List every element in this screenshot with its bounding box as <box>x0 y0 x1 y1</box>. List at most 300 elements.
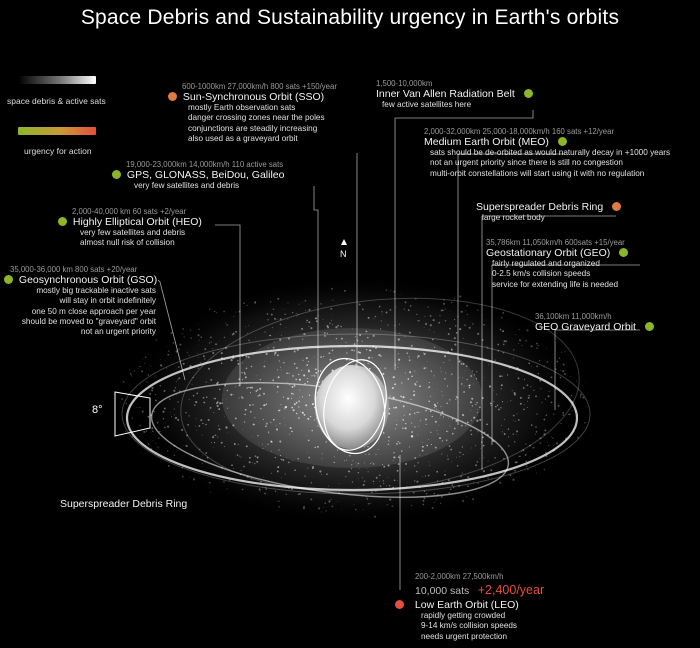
debris-particle <box>484 457 485 458</box>
debris-particle <box>376 477 378 479</box>
debris-particle <box>536 343 538 345</box>
debris-particle <box>524 379 525 380</box>
debris-particle <box>197 353 198 354</box>
debris-particle <box>546 348 547 349</box>
debris-particle <box>500 407 501 408</box>
debris-particle <box>237 454 239 456</box>
heo-urgency-dot <box>58 217 67 226</box>
debris-particle <box>525 454 527 456</box>
debris-particle <box>570 376 571 377</box>
debris-particle <box>572 410 573 411</box>
debris-particle <box>168 350 169 351</box>
debris-particle <box>252 436 253 437</box>
debris-particle <box>174 414 175 415</box>
debris-particle <box>296 313 297 314</box>
debris-particle <box>419 455 420 456</box>
debris-particle <box>276 428 278 430</box>
debris-particle <box>414 457 416 459</box>
debris-particle <box>383 483 384 484</box>
debris-particle <box>322 332 323 333</box>
debris-particle <box>428 386 430 388</box>
gso-urgency-dot <box>4 275 13 284</box>
debris-particle <box>444 378 445 379</box>
debris-particle <box>162 411 164 413</box>
debris-particle <box>449 360 450 361</box>
debris-particle <box>462 353 463 354</box>
debris-particle <box>416 471 417 472</box>
debris-particle <box>373 318 374 319</box>
heo-annotation <box>58 207 202 249</box>
debris-particle <box>512 390 513 391</box>
debris-particle <box>409 414 411 416</box>
debris-particle <box>459 452 460 453</box>
debris-particle <box>246 305 247 306</box>
debris-particle <box>317 446 319 448</box>
inclination-angle-label: 8° <box>92 404 103 416</box>
debris-particle <box>257 395 258 396</box>
ssring-line-1: large rocket body <box>482 213 545 222</box>
debris-particle <box>399 442 401 444</box>
debris-particle <box>477 333 479 335</box>
debris-particle <box>244 421 245 422</box>
debris-particle <box>164 407 166 409</box>
debris-particle <box>394 383 396 385</box>
debris-particle <box>308 439 310 441</box>
debris-particle <box>526 465 527 466</box>
debris-particle <box>531 345 533 347</box>
debris-particle <box>299 390 300 391</box>
debris-particle <box>222 400 223 401</box>
debris-particle <box>426 454 427 455</box>
debris-particle <box>277 354 279 356</box>
debris-particle <box>375 454 376 455</box>
debris-particle <box>442 440 443 441</box>
debris-particle <box>449 426 450 427</box>
debris-particle <box>281 459 283 461</box>
debris-particle <box>486 320 487 321</box>
debris-particle <box>198 425 200 427</box>
debris-particle <box>251 366 253 368</box>
debris-particle <box>121 398 123 400</box>
debris-particle <box>475 404 476 405</box>
debris-particle <box>417 462 418 463</box>
debris-particle <box>576 381 577 382</box>
debris-particle <box>465 310 466 311</box>
debris-particle <box>398 456 400 458</box>
debris-particle <box>475 445 476 446</box>
debris-particle <box>429 465 430 466</box>
debris-particle <box>432 416 433 417</box>
geo-annotation <box>486 238 628 290</box>
debris-particle <box>284 409 285 410</box>
debris-particle <box>388 440 389 441</box>
debris-particle <box>535 434 536 435</box>
debris-particle <box>315 307 316 308</box>
debris-particle <box>271 314 273 316</box>
debris-particle <box>174 408 175 409</box>
debris-particle <box>149 393 151 395</box>
debris-particle <box>252 404 253 405</box>
debris-particle <box>553 413 554 414</box>
debris-particle <box>560 370 561 371</box>
debris-particle <box>462 473 463 474</box>
debris-particle <box>299 379 301 381</box>
north-label: N <box>340 249 347 259</box>
debris-particle <box>475 464 477 466</box>
debris-particle <box>332 324 333 325</box>
debris-particle <box>335 326 337 328</box>
debris-particle <box>277 319 278 320</box>
debris-particle <box>146 430 147 431</box>
debris-density-legend-bar <box>18 76 96 84</box>
debris-particle <box>205 424 206 425</box>
debris-particle <box>263 477 264 478</box>
debris-particle <box>200 419 202 421</box>
debris-particle <box>439 437 441 439</box>
sso-line-2: danger crossing zones near the poles <box>188 113 325 123</box>
debris-particle <box>584 422 586 424</box>
debris-particle <box>374 367 375 368</box>
debris-particle <box>548 445 549 446</box>
debris-particle <box>393 452 394 453</box>
debris-particle <box>471 434 472 435</box>
debris-particle <box>264 493 266 495</box>
debris-particle <box>203 402 205 404</box>
debris-particle <box>561 423 562 424</box>
debris-particle <box>405 373 406 374</box>
debris-particle <box>287 398 289 400</box>
debris-particle <box>225 426 227 428</box>
debris-particle <box>472 323 473 324</box>
vanallen-urgency-dot <box>524 89 533 98</box>
debris-particle <box>409 446 410 447</box>
debris-particle <box>289 434 290 435</box>
debris-particle <box>299 493 301 495</box>
debris-particle <box>257 456 259 458</box>
debris-particle <box>424 316 425 317</box>
debris-particle <box>259 388 261 390</box>
debris-particle <box>405 301 407 303</box>
debris-particle <box>422 504 424 506</box>
debris-particle <box>489 385 491 387</box>
debris-particle <box>409 359 411 361</box>
debris-particle <box>447 455 448 456</box>
debris-particle <box>436 471 438 473</box>
debris-particle <box>315 317 317 319</box>
debris-particle <box>534 447 535 448</box>
graveyard-name: GEO Graveyard Orbit <box>535 321 636 333</box>
debris-particle <box>126 403 127 404</box>
debris-particle <box>459 456 460 457</box>
debris-particle <box>156 339 157 340</box>
debris-particle <box>401 450 403 452</box>
debris-particle <box>471 430 472 431</box>
debris-particle <box>422 442 423 443</box>
debris-particle <box>388 465 390 467</box>
debris-particle <box>276 425 277 426</box>
debris-particle <box>286 372 288 374</box>
debris-particle <box>275 457 276 458</box>
debris-particle <box>329 352 331 354</box>
debris-particle <box>337 450 338 451</box>
debris-particle <box>372 357 373 358</box>
debris-particle <box>446 431 447 432</box>
debris-particle <box>211 341 212 342</box>
vanallen-meta: 1,500-10,000km <box>376 79 433 88</box>
debris-particle <box>434 502 435 503</box>
debris-particle <box>215 343 217 345</box>
debris-particle <box>411 423 412 424</box>
debris-particle <box>151 427 153 429</box>
debris-particle <box>287 319 288 320</box>
debris-particle <box>531 424 533 426</box>
debris-particle <box>388 436 390 438</box>
ssring-annotation <box>476 201 621 223</box>
debris-particle <box>398 359 400 361</box>
debris-particle <box>527 401 528 402</box>
gso-line-4: should be moved to "graveyard" orbit <box>21 316 156 326</box>
debris-particle <box>151 387 153 389</box>
debris-particle <box>277 470 279 472</box>
debris-particle <box>380 485 381 486</box>
debris-particle <box>523 409 525 411</box>
debris-particle <box>433 319 435 321</box>
debris-particle <box>399 333 400 334</box>
debris-particle <box>368 357 370 359</box>
debris-particle <box>533 390 534 391</box>
debris-particle <box>217 382 219 384</box>
debris-particle <box>436 409 437 410</box>
debris-particle <box>438 322 440 324</box>
debris-particle <box>573 411 574 412</box>
debris-particle <box>373 483 374 484</box>
debris-particle <box>221 352 223 354</box>
debris-particle <box>344 290 346 292</box>
debris-particle <box>213 412 214 413</box>
debris-particle <box>501 376 502 377</box>
debris-particle <box>239 456 240 457</box>
gso-line-3: one 50 m close approach per year <box>31 306 156 316</box>
debris-particle <box>439 315 440 316</box>
debris-particle <box>525 443 526 444</box>
debris-particle <box>414 413 415 414</box>
debris-particle <box>279 501 280 502</box>
debris-particle <box>294 385 296 387</box>
debris-particle <box>219 389 221 391</box>
debris-particle <box>445 471 446 472</box>
debris-particle <box>329 322 330 323</box>
debris-particle <box>382 464 383 465</box>
geo-line-2: 0-2.5 km/s collision speeds <box>492 269 591 279</box>
debris-particle <box>346 460 347 461</box>
debris-particle <box>147 382 148 383</box>
debris-particle <box>227 390 228 391</box>
debris-particle <box>212 436 214 438</box>
debris-particle <box>256 461 258 463</box>
debris-particle <box>514 470 516 472</box>
debris-particle <box>331 506 333 508</box>
debris-particle <box>163 418 165 420</box>
debris-particle <box>521 345 522 346</box>
debris-particle <box>398 363 399 364</box>
debris-particle <box>571 395 573 397</box>
debris-particle <box>373 335 375 337</box>
debris-particle <box>476 378 477 379</box>
debris-particle <box>197 334 199 336</box>
debris-particle <box>536 413 537 414</box>
debris-particle <box>269 335 270 336</box>
debris-particle <box>450 449 452 451</box>
debris-particle <box>483 324 485 326</box>
debris-particle <box>354 504 355 505</box>
debris-particle <box>322 380 323 381</box>
debris-particle <box>434 347 435 348</box>
debris-particle <box>160 359 161 360</box>
debris-particle <box>400 396 402 398</box>
debris-particle <box>585 382 586 383</box>
debris-particle <box>339 483 340 484</box>
debris-particle <box>527 384 529 386</box>
debris-particle <box>142 411 144 413</box>
debris-particle <box>434 375 435 376</box>
debris-particle <box>558 403 559 404</box>
debris-particle <box>477 412 478 413</box>
debris-particle <box>174 455 175 456</box>
debris-particle <box>410 305 412 307</box>
debris-particle <box>479 458 480 459</box>
debris-particle <box>296 413 297 414</box>
debris-particle <box>535 395 537 397</box>
debris-particle <box>271 451 272 452</box>
debris-particle <box>125 431 126 432</box>
debris-particle <box>311 482 312 483</box>
debris-particle <box>184 336 185 337</box>
debris-particle <box>479 382 480 383</box>
debris-particle <box>344 460 345 461</box>
graveyard-meta: 36,100km 11,000km/h <box>535 312 612 321</box>
debris-particle <box>254 302 256 304</box>
debris-particle <box>546 414 548 416</box>
debris-particle <box>345 476 346 477</box>
debris-particle <box>402 419 404 421</box>
debris-particle <box>189 415 190 416</box>
debris-particle <box>379 307 380 308</box>
debris-particle <box>200 362 201 363</box>
debris-particle <box>462 363 464 365</box>
debris-particle <box>380 355 382 357</box>
debris-particle <box>424 327 425 328</box>
debris-particle <box>413 394 415 396</box>
debris-particle <box>315 368 317 370</box>
debris-particle <box>270 422 271 423</box>
debris-particle <box>418 320 420 322</box>
debris-particle <box>516 434 517 435</box>
debris-particle <box>528 395 529 396</box>
debris-particle <box>277 369 278 370</box>
debris-particle <box>314 375 315 376</box>
debris-particle <box>418 435 419 436</box>
debris-particle <box>318 507 320 509</box>
debris-particle <box>517 413 518 414</box>
sso-line-1: mostly Earth observation sats <box>188 103 296 112</box>
debris-particle <box>332 300 333 301</box>
debris-particle <box>235 386 236 387</box>
debris-particle <box>302 302 303 303</box>
debris-particle <box>428 475 430 477</box>
debris-particle <box>242 489 244 491</box>
debris-particle <box>416 381 417 382</box>
debris-particle <box>349 455 350 456</box>
debris-particle <box>273 419 275 421</box>
debris-particle <box>221 402 223 404</box>
debris-particle <box>210 337 212 339</box>
debris-particle <box>305 310 306 311</box>
debris-particle <box>490 469 492 471</box>
debris-particle <box>551 436 552 437</box>
debris-particle <box>314 447 316 449</box>
debris-particle <box>321 511 322 512</box>
debris-particle <box>469 327 471 329</box>
debris-particle <box>451 302 452 303</box>
debris-particle <box>272 327 273 328</box>
debris-particle <box>379 306 381 308</box>
debris-particle <box>556 360 558 362</box>
debris-particle <box>356 462 357 463</box>
debris-particle <box>445 372 446 373</box>
debris-particle <box>450 488 452 490</box>
debris-particle <box>449 328 451 330</box>
debris-particle <box>288 346 289 347</box>
debris-particle <box>461 425 463 427</box>
debris-particle <box>362 341 363 342</box>
debris-particle <box>139 366 140 367</box>
debris-particle <box>244 373 246 375</box>
debris-particle <box>336 338 337 339</box>
debris-particle <box>303 333 305 335</box>
debris-particle <box>231 359 233 361</box>
debris-particle <box>200 336 202 338</box>
debris-particle <box>467 421 469 423</box>
debris-particle <box>404 309 405 310</box>
debris-particle <box>206 397 207 398</box>
debris-particle <box>465 425 466 426</box>
debris-particle <box>175 387 176 388</box>
debris-particle <box>390 309 392 311</box>
debris-particle <box>239 398 240 399</box>
debris-particle <box>452 433 454 435</box>
debris-particle <box>233 394 234 395</box>
debris-particle <box>245 409 247 411</box>
debris-particle <box>255 455 257 457</box>
debris-particle <box>331 314 332 315</box>
debris-particle <box>337 325 339 327</box>
debris-particle <box>307 418 308 419</box>
debris-particle <box>202 423 203 424</box>
debris-particle <box>457 465 458 466</box>
debris-particle <box>241 372 242 373</box>
debris-particle <box>428 401 430 403</box>
debris-particle <box>209 308 210 309</box>
debris-particle <box>359 468 360 469</box>
debris-particle <box>173 390 175 392</box>
debris-particle <box>472 498 474 500</box>
debris-particle <box>438 425 439 426</box>
debris-particle <box>341 338 343 340</box>
debris-particle <box>332 350 334 352</box>
gso-line-2: will stay in orbit indefinitely <box>59 296 156 306</box>
debris-particle <box>167 346 168 347</box>
debris-particle <box>306 322 307 323</box>
